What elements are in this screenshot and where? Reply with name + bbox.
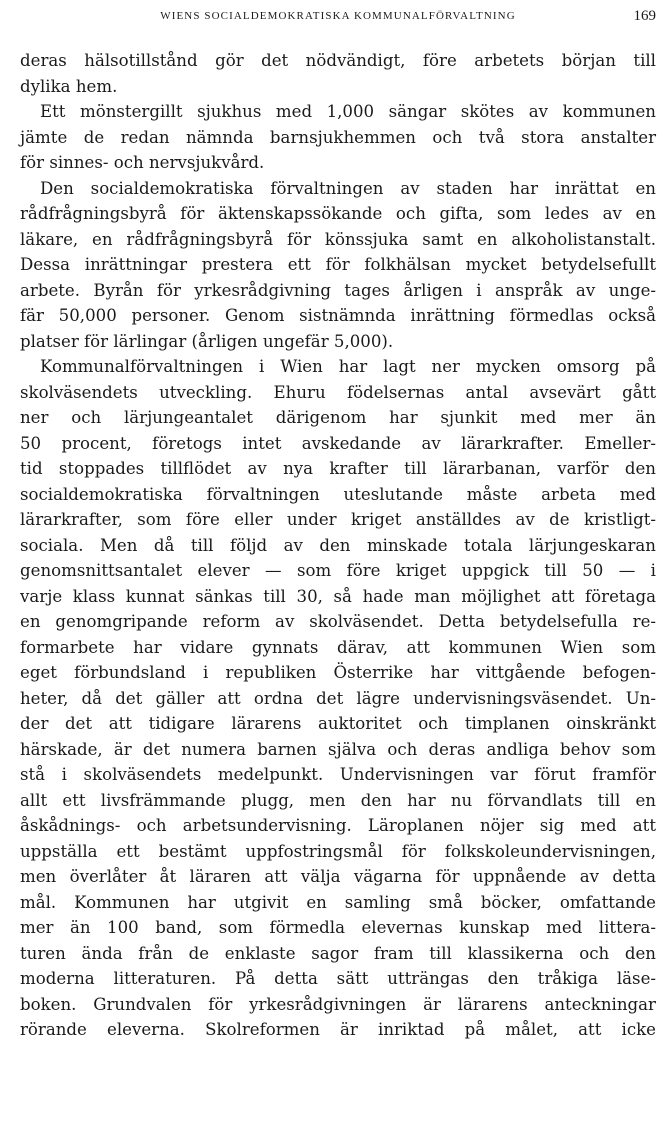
text-line: tid stoppades tillflödet av nya krafter till lärarbanan, varför den <box>20 459 656 478</box>
text-line: en genomgripande reform av skolväsendet. Detta betydelsefulla re- <box>20 612 656 631</box>
text-line: för sinnes- och nervsjukvård. <box>20 153 265 172</box>
text-line: boken. Grundvalen för yrkesrådgivningen är lärarens anteckningar <box>20 994 656 1014</box>
book-page <box>20 0 656 1043</box>
text-line: jämte de redan nämnda barnsjukhemmen och två stora anstalter <box>20 127 656 147</box>
text-line: der det att tidigare lärarens auktoritet och timplanen oinskränkt <box>20 714 656 733</box>
body-text <box>20 48 656 1043</box>
text-line: formarbete har vidare gynnats därav, att kommunen Wien som <box>20 637 656 657</box>
text-line: Den socialdemokratiska förvaltningen av staden har inrättat en <box>40 178 656 198</box>
text-line: men överlåter åt läraren att välja vägarna för uppnående av detta <box>20 867 656 886</box>
text-line: härskade, är det numera barnen själva och deras andliga behov som <box>20 739 656 759</box>
running-head <box>20 6 656 36</box>
paragraph <box>20 354 656 1043</box>
text-line: genomsnittsantalet elever — som före kriget uppgick till 50 — i <box>20 561 656 580</box>
text-line: deras hälsotillstånd gör det nödvändigt, före arbetets början till <box>20 51 656 70</box>
text-line: uppställa ett bestämt uppfostringsmål för folkskoleundervisningen, <box>20 841 656 861</box>
text-line: ner och lärjungeantalet därigenom har sjunkit med mer än <box>20 408 656 427</box>
text-line: arbete. Byrån för yrkesrådgivning tages årligen i anspråk av unge- <box>20 280 656 300</box>
paragraph <box>20 48 656 99</box>
text-line: socialdemokratiska förvaltningen uteslutande måste arbeta med <box>20 484 656 504</box>
text-line: Dessa inrättningar prestera ett för folkhälsan mycket betydelsefullt <box>20 255 656 274</box>
page-number: 169 <box>633 8 656 24</box>
text-line: dylika hem. <box>20 76 118 96</box>
text-line: Ett mönstergillt sjukhus med 1,000 sängar skötes av kommunen <box>40 102 656 121</box>
paragraph <box>20 99 656 176</box>
text-line: stå i skolväsendets medelpunkt. Undervisningen var förut framför <box>20 765 656 784</box>
text-line: åskådnings- och arbetsundervisning. Läroplanen nöjer sig med att <box>20 816 656 835</box>
text-line: rörande eleverna. Skolreformen är inriktad på målet, att icke <box>20 1020 656 1039</box>
text-line: varje klass kunnat sänkas till 30, så hade man möjlighet att företaga <box>20 586 656 606</box>
running-title: WIENS SOCIALDEMOKRATISKA KOMMUNALFÖRVALTNING <box>160 10 516 22</box>
text-line: Kommunalförvaltningen i Wien har lagt ner mycken omsorg på <box>40 357 656 376</box>
text-line: 50 procent, företogs intet avskedande av lärarkrafter. Emeller- <box>20 433 656 453</box>
text-line: mer än 100 band, som förmedla elevernas kunskap med littera- <box>20 918 656 937</box>
text-line: lärarkrafter, som före eller under kriget anställdes av de kristligt- <box>20 510 656 529</box>
text-line: heter, då det gäller att ordna det lägre undervisningsväsendet. Un- <box>20 688 656 708</box>
text-line: sociala. Men då till följd av den minskade totala lärjungeskaran <box>20 535 656 555</box>
text-line: eget förbundsland i republiken Österrike har vittgående befogen- <box>20 663 656 682</box>
paragraph <box>20 176 656 355</box>
text-line: platser för lärlingar (årligen ungefär 5,000). <box>20 331 394 351</box>
text-line: allt ett livsfrämmande plugg, men den har nu förvandlats till en <box>20 790 656 810</box>
text-line: mål. Kommunen har utgivit en samling små böcker, omfattande <box>20 892 656 912</box>
text-line: turen ända från de enklaste sagor fram till klassikerna och den <box>20 943 656 963</box>
text-line: moderna litteraturen. På detta sätt utträngas den tråkiga läse- <box>20 969 656 988</box>
text-line: fär 50,000 personer. Genom sistnämnda inrättning förmedlas också <box>20 306 656 325</box>
text-line: läkare, en rådfrågningsbyrå för könssjuka samt en alkoholistanstalt. <box>20 229 656 249</box>
text-line: skolväsendets utveckling. Ehuru födelsernas antal avsevärt gått <box>20 382 656 402</box>
text-line: rådfrågningsbyrå för äktenskapssökande och gifta, som ledes av en <box>20 204 656 223</box>
